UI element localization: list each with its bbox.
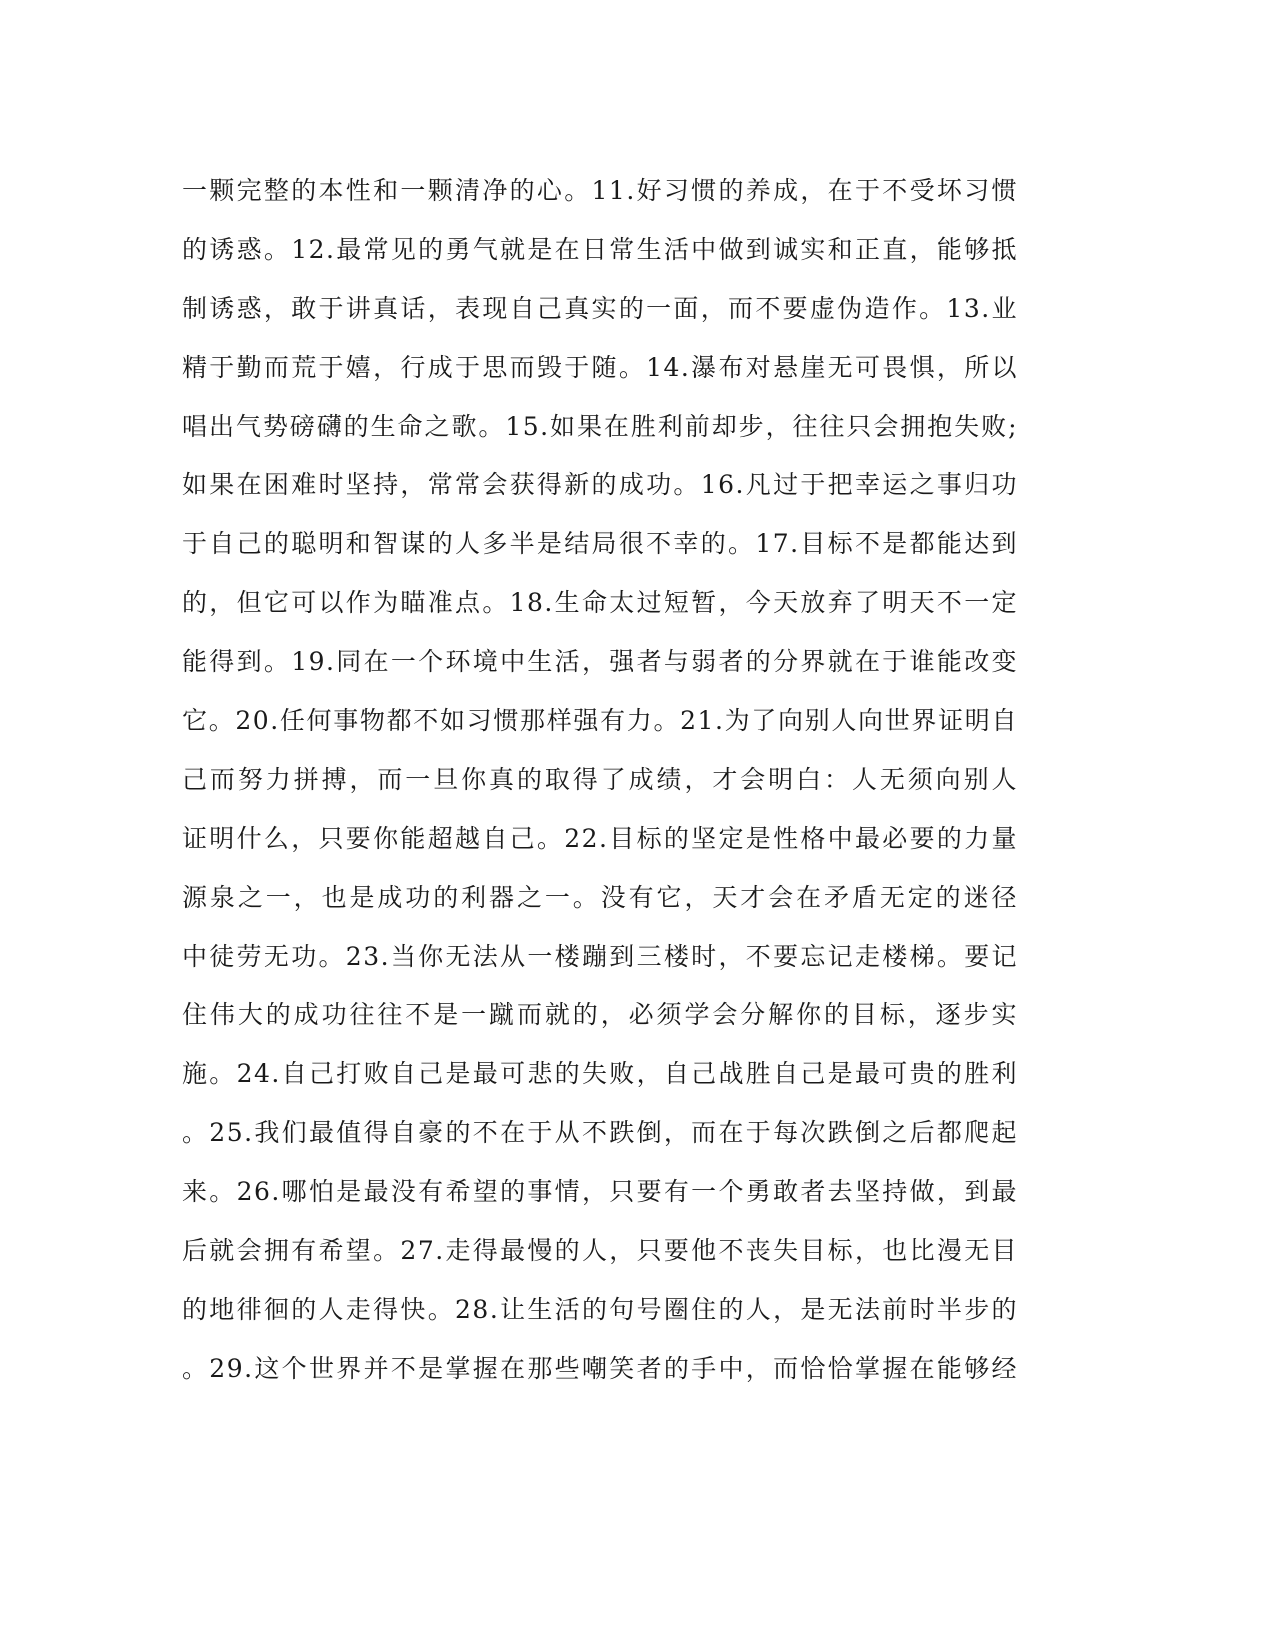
text-line: 来。26.哪怕是最没有希望的事情，只要有一个勇敢者去坚持做，到最 <box>182 1177 1018 1207</box>
text-line: 它。20.任何事物都不如习惯那样强有力。21.为了向别人向世界证明自 <box>182 706 1018 736</box>
text-line: 源泉之一，也是成功的利器之一。没有它，天才会在矛盾无定的迷径 <box>182 882 1018 912</box>
text-line: 一颗完整的本性和一颗清净的心。11.好习惯的养成，在于不受坏习惯 <box>182 176 1018 205</box>
text-line: 施。24.自己打败自己是最可悲的失败，自己战胜自己是最可贵的胜利 <box>182 1059 1018 1089</box>
text-line: 唱出气势磅礴的生命之歌。15.如果在胜利前却步，往往只会拥抱失败; <box>182 411 1018 441</box>
text-line: 中徒劳无功。23.当你无法从一楼蹦到三楼时，不要忘记走楼梯。要记 <box>182 941 1018 971</box>
text-line: 。25.我们最值得自豪的不在于从不跌倒，而在于每次跌倒之后都爬起 <box>182 1118 1018 1148</box>
body-text <box>182 162 1042 1399</box>
text-line: 如果在困难时坚持，常常会获得新的成功。16.凡过于把幸运之事归功 <box>182 470 1018 500</box>
text-line: 。29.这个世界并不是掌握在那些嘲笑者的手中，而恰恰掌握在能够经 <box>182 1353 1018 1383</box>
text-line: 的地徘徊的人走得快。28.让生活的句号圈住的人，是无法前时半步的 <box>182 1294 1018 1324</box>
text-line: 后就会拥有希望。27.走得最慢的人，只要他不丧失目标，也比漫无目 <box>182 1236 1018 1266</box>
text-line: 精于勤而荒于嬉，行成于思而毁于随。14.瀑布对悬崖无可畏惧，所以 <box>182 352 1018 382</box>
text-line: 住伟大的成功往往不是一蹴而就的，必须学会分解你的目标，逐步实 <box>182 1000 1018 1030</box>
text-line: 于自己的聪明和智谋的人多半是结局很不幸的。17.目标不是都能达到 <box>182 529 1018 559</box>
text-line: 的，但它可以作为瞄准点。18.生命太过短暂，今天放弃了明天不一定 <box>182 588 1018 618</box>
text-line: 证明什么，只要你能超越自己。22.目标的坚定是性格中最必要的力量 <box>182 823 1018 853</box>
text-line: 己而努力拼搏，而一旦你真的取得了成绩，才会明白：人无须向别人 <box>182 764 1018 794</box>
text-line: 的诱惑。12.最常见的勇气就是在日常生活中做到诚实和正直，能够抵 <box>182 234 1018 264</box>
text-line: 制诱惑，敢于讲真话，表现自己真实的一面，而不要虚伪造作。13.业 <box>182 293 1018 323</box>
text-line: 能得到。19.同在一个环境中生活，强者与弱者的分界就在于谁能改变 <box>182 647 1018 677</box>
